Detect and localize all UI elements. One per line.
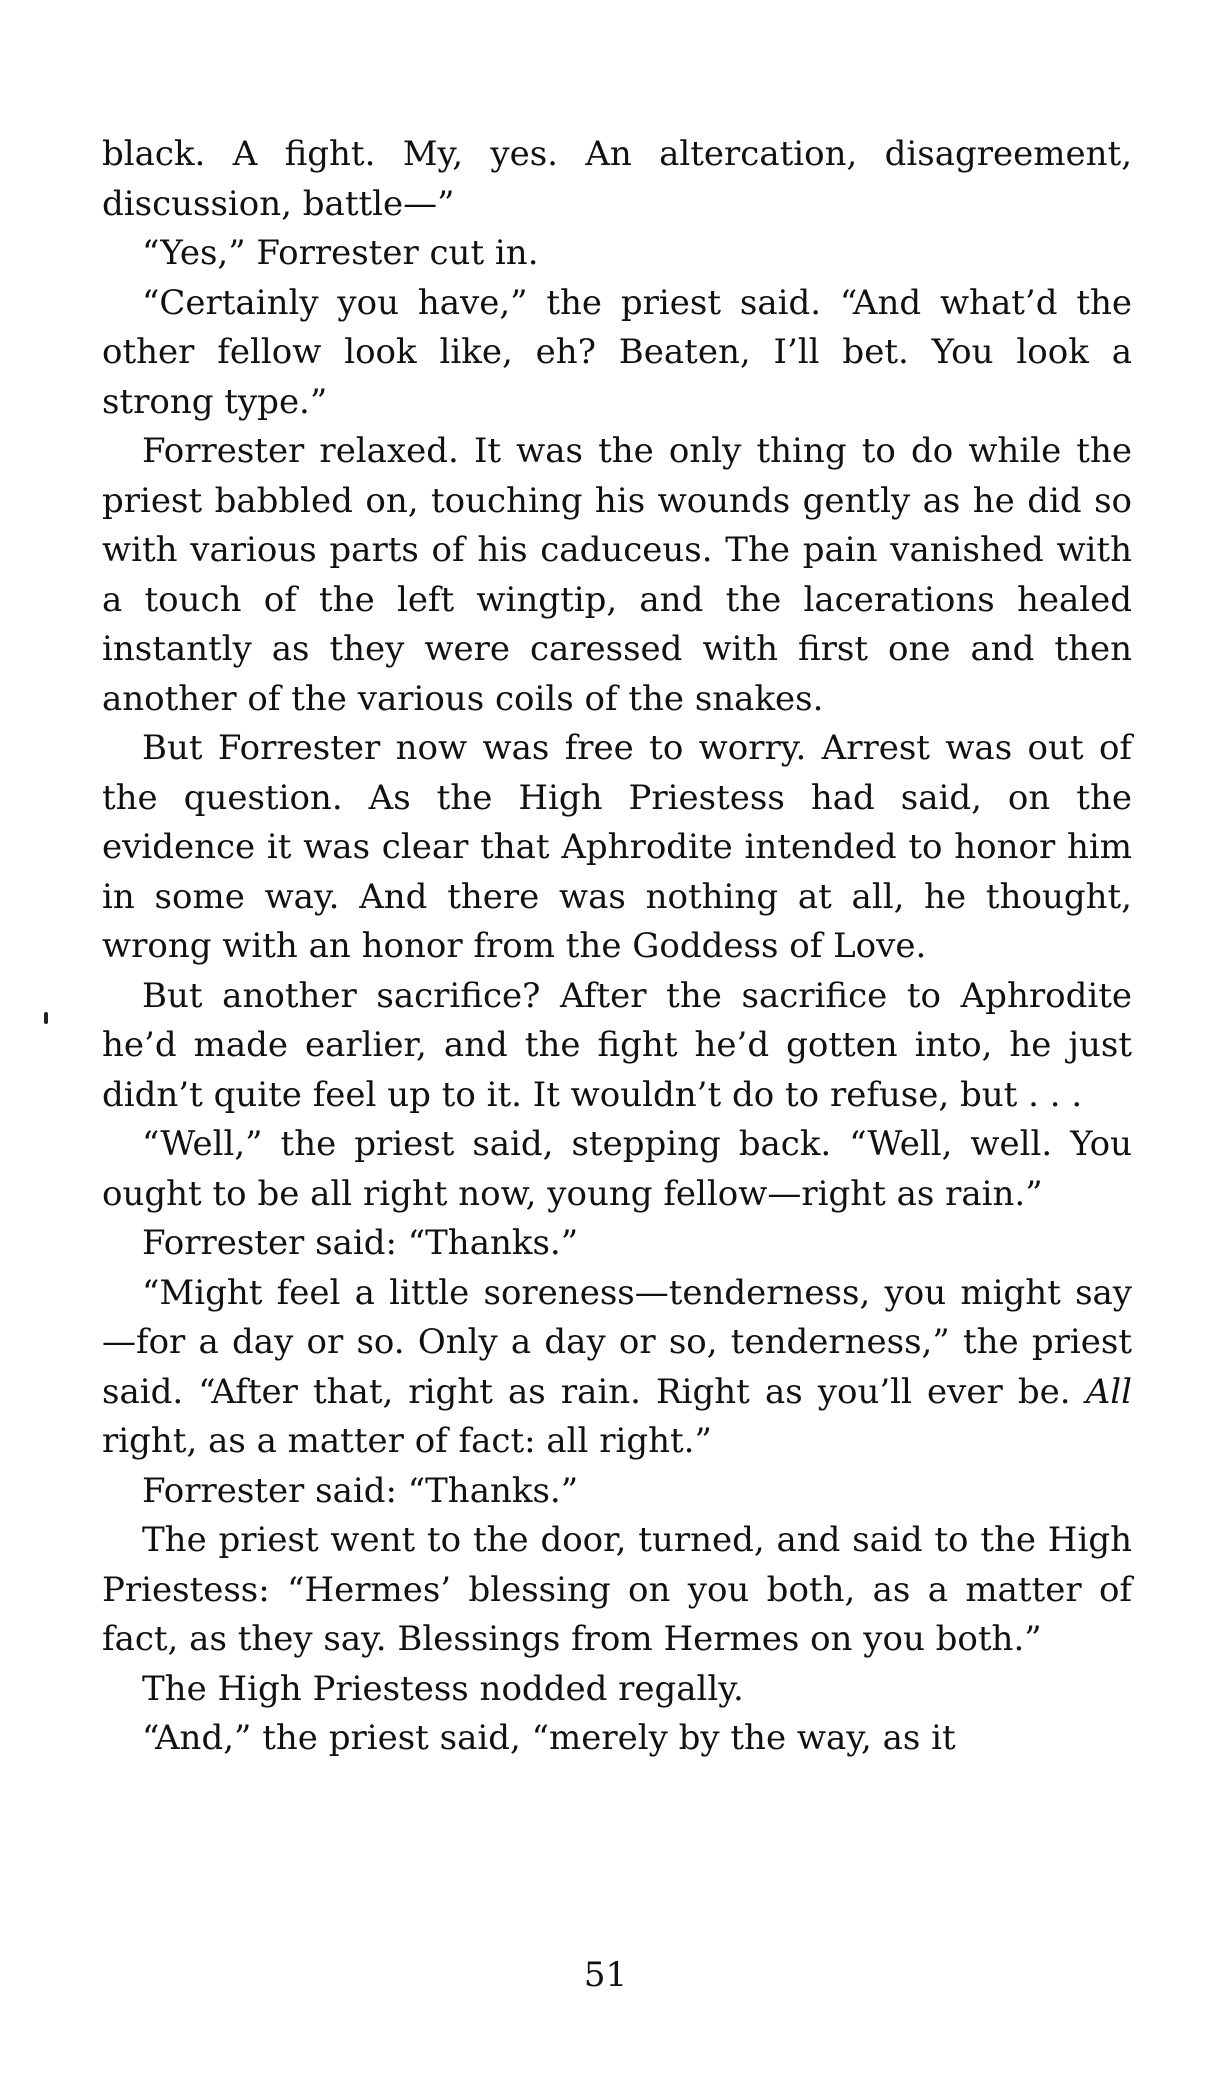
paragraph: But another sacrifice? After the sacrifice to Aphrodite he’d made earlier, and the fight he’d gotten into, he just didn’t quite feel up to it. It wouldn’t do to refuse, but . . .	[102, 975, 1132, 1115]
scan-mark	[44, 1012, 48, 1024]
paragraph: “Well,” the priest said, stepping back. “Well, well. You ought to be all right now, young fellow—right as rain.”	[102, 1124, 1132, 1214]
page-number: 51	[583, 1955, 628, 1995]
paragraph: “Certainly you have,” the priest said. “And what’d the other fellow look like, eh? Beaten, I’ll bet. You look a strong type.”	[102, 282, 1132, 422]
paragraph: “Yes,” Forrester cut in.	[142, 233, 539, 273]
paragraph-text: “Might feel a little soreness—tenderness, you might say—for a day or so. Only a day or so, tenderness,” the priest said. “After that, right as rain. Right as you’ll ever be.	[102, 1272, 1132, 1412]
emphasized-word: All	[1085, 1371, 1132, 1412]
paragraph: Forrester said: “Thanks.”	[142, 1223, 579, 1263]
paragraph: Forrester relaxed. It was the only thing to do while the priest babbled on, touching his wounds gently as he did so with various parts of his caduceus. The pain vanished with a touch of the left wingtip, and the lacerations healed instantly as they were caressed with first one and then another of the various coils of the snakes.	[102, 431, 1132, 719]
paragraph: “And,” the priest said, “merely by the way, as it	[142, 1718, 956, 1758]
paragraph: Forrester said: “Thanks.”	[142, 1470, 579, 1511]
page-body	[102, 130, 1132, 1764]
paragraph-continued: black. A fight. My, yes. An altercation, disagreement, discussion, battle—”	[102, 134, 1132, 224]
paragraph: The High Priestess nodded regally.	[142, 1668, 744, 1709]
paragraph-text: right, as a matter of fact: all right.”	[102, 1421, 712, 1461]
paragraph	[102, 1269, 1132, 1467]
paragraph: But Forrester now was free to worry. Arrest was out of the question. As the High Priestess had said, on the evidence it was clear that Aphrodite intended to honor him in some way. And there was nothing at all, he thought, wrong with an honor from the Goddess of Love.	[102, 728, 1132, 966]
paragraph: The priest went to the door, turned, and said to the High Priestess: “Hermes’ blessing on you both, as a matter of fact, as they say. Blessings from Hermes on you both.”	[102, 1520, 1132, 1659]
